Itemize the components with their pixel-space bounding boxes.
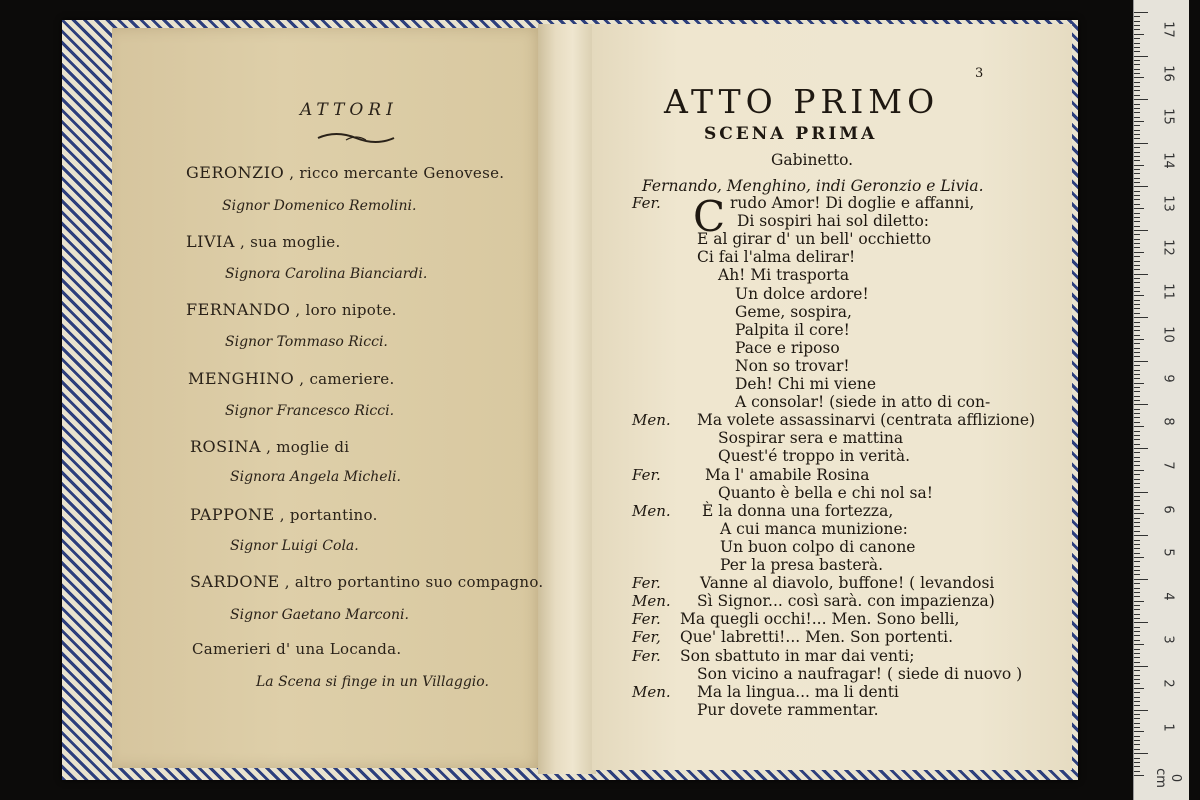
ruler-tick	[1134, 561, 1140, 562]
ruler-tick	[1134, 169, 1140, 170]
measuring-ruler	[1133, 0, 1189, 800]
ruler-tick	[1134, 622, 1148, 623]
ruler-tick	[1134, 470, 1144, 471]
ruler-tick	[1134, 526, 1140, 527]
ruler-tick	[1134, 322, 1140, 323]
verse-line: Son sbattuto in mar dai venti;	[680, 646, 915, 665]
ruler-tick	[1134, 147, 1140, 148]
book-gutter	[538, 24, 596, 774]
cast-role-4	[190, 437, 349, 456]
ruler-tick	[1134, 531, 1140, 532]
ruler-tick	[1134, 51, 1140, 52]
ruler-tick	[1134, 391, 1140, 392]
role-description: , sua moglie.	[234, 233, 341, 251]
ruler-tick	[1134, 675, 1140, 676]
ruler-tick	[1134, 605, 1140, 606]
ruler-tick	[1134, 117, 1140, 118]
verse-line: Per la presa basterà.	[720, 556, 884, 574]
ruler-tick	[1134, 535, 1148, 536]
ruler-tick	[1134, 199, 1140, 200]
ruler-tick	[1134, 653, 1140, 654]
ruler-tick	[1134, 317, 1148, 318]
verse-line: Ma la lingua... ma li denti	[697, 682, 899, 701]
ruler-tick	[1134, 191, 1140, 192]
ruler-tick	[1134, 618, 1140, 619]
ruler-tick	[1134, 574, 1140, 575]
ruler-tick	[1134, 82, 1140, 83]
ruler-tick	[1134, 86, 1140, 87]
ruler-number: 17	[1160, 21, 1176, 38]
ruler-tick	[1134, 178, 1140, 179]
ruler-number: 7	[1160, 461, 1176, 470]
cast-role-1	[186, 232, 341, 251]
ruler-tick	[1134, 609, 1140, 610]
ruler-tick	[1134, 731, 1144, 732]
role-name: MENGHINO	[188, 369, 295, 388]
verse-line: Non so trovar!	[735, 356, 850, 375]
ruler-tick	[1134, 335, 1140, 336]
ruler-tick	[1134, 396, 1140, 397]
verse-line: Sospirar sera e mattina	[718, 429, 904, 448]
cast-actor-3: Signor Francesco Ricci.	[225, 403, 395, 419]
verse-line: A consolar! (siede in atto di con-	[735, 393, 991, 412]
cast-actor-5: Signor Luigi Cola.	[230, 538, 359, 554]
ruler-number: 4	[1160, 592, 1176, 601]
verse-line: Un buon colpo di canone	[720, 537, 916, 556]
ruler-tick	[1134, 125, 1140, 126]
ruler-tick	[1134, 662, 1140, 663]
ruler-tick	[1134, 570, 1140, 571]
ruler-tick	[1134, 631, 1140, 632]
speaker-label: Men.	[632, 411, 671, 430]
role-description: , cameriere.	[294, 370, 395, 388]
ruler-tick	[1134, 261, 1140, 262]
verse-line: Sì Signor... così sarà. con impazienza)	[697, 592, 995, 611]
ruler-tick	[1134, 343, 1140, 344]
ruler-tick	[1134, 108, 1140, 109]
speaker-label: Fer.	[632, 574, 661, 593]
ruler-tick	[1134, 256, 1140, 257]
ruler-tick	[1134, 753, 1148, 754]
ruler-tick	[1134, 657, 1140, 658]
ruler-tick	[1134, 548, 1140, 549]
verse-line: Que' labretti!... Men. Son portenti.	[680, 628, 954, 647]
ruler-tick	[1134, 688, 1144, 689]
cast-actor-6: Signor Gaetano Marconi.	[230, 607, 409, 623]
role-name: GERONZIO	[186, 163, 285, 182]
ruler-tick	[1134, 431, 1140, 432]
ruler-tick	[1134, 56, 1148, 57]
ruler-tick	[1134, 387, 1140, 388]
ruler-number: 9	[1160, 374, 1176, 383]
ruler-tick	[1134, 73, 1140, 74]
ruler-tick	[1134, 496, 1140, 497]
ruler-number: 0 cm	[1153, 768, 1183, 789]
ruler-number: 8	[1160, 417, 1176, 427]
role-description: , moglie di	[261, 438, 350, 456]
ruler-tick	[1134, 697, 1140, 698]
ruler-tick	[1134, 448, 1148, 449]
ruler-tick	[1134, 749, 1140, 750]
ruler-tick	[1134, 339, 1144, 340]
cast-role-2	[186, 300, 397, 319]
ruler-tick	[1134, 383, 1144, 384]
ruler-tick	[1134, 69, 1140, 70]
ruler-tick	[1134, 29, 1140, 30]
ruler-tick	[1134, 644, 1144, 645]
ruler-tick	[1134, 195, 1140, 196]
verse-line: Ah! Mi trasporta	[718, 266, 850, 285]
ruler-number: 10	[1160, 326, 1176, 343]
ruler-tick	[1134, 635, 1140, 636]
ruler-tick	[1134, 234, 1140, 235]
ruler-tick	[1134, 138, 1140, 139]
role-name: SARDONE	[190, 572, 280, 591]
ruler-tick	[1134, 435, 1140, 436]
ruler-tick	[1134, 352, 1140, 353]
verse-line: Ci fai l'alma delirar!	[697, 248, 856, 267]
ruler-tick	[1134, 370, 1140, 371]
ruler-tick	[1134, 12, 1148, 13]
ruler-tick	[1134, 557, 1144, 558]
ruler-tick	[1134, 400, 1140, 401]
ruler-tick	[1134, 77, 1144, 78]
cast-actor-4: Signora Angela Micheli.	[230, 469, 401, 485]
ruler-tick	[1134, 465, 1140, 466]
ruler-tick	[1134, 104, 1140, 105]
verse-line: Quanto è bella e chi nol sa!	[718, 483, 933, 502]
ruler-tick	[1134, 723, 1140, 724]
ruler-tick	[1134, 714, 1140, 715]
ruler-tick	[1134, 540, 1140, 541]
ruler-tick	[1134, 705, 1140, 706]
verse-line: Deh! Chi mi viene	[735, 375, 877, 393]
ruler-tick	[1134, 500, 1140, 501]
flourish-ornament	[316, 128, 396, 148]
verse-line: Pur dovete rammentar.	[697, 700, 879, 719]
ruler-tick	[1134, 522, 1140, 523]
verse-line: È la donna una fortezza,	[702, 501, 894, 520]
ruler-tick	[1134, 596, 1140, 597]
speaker-label: Fer,	[632, 628, 661, 647]
ruler-tick	[1134, 16, 1140, 17]
ruler-tick	[1134, 509, 1140, 510]
ruler-tick	[1134, 130, 1140, 131]
ruler-tick	[1134, 409, 1140, 410]
speaker-label: Men.	[632, 682, 671, 701]
cast-role-6	[190, 572, 544, 591]
role-name: FERNANDO	[186, 300, 291, 319]
ruler-tick	[1134, 60, 1140, 61]
ruler-tick	[1134, 758, 1140, 759]
ruler-tick	[1134, 492, 1148, 493]
ruler-tick	[1134, 692, 1140, 693]
ruler-tick	[1134, 422, 1140, 423]
ruler-tick	[1134, 304, 1140, 305]
verse-line: Pace e riposo	[735, 338, 840, 357]
ruler-tick	[1134, 99, 1148, 100]
verse-line: E al girar d' un bell' occhietto	[697, 230, 932, 249]
ruler-number: 3	[1160, 635, 1176, 645]
ruler-number: 12	[1160, 239, 1176, 256]
ruler-tick	[1134, 300, 1140, 301]
ruler-tick	[1134, 326, 1140, 327]
ruler-tick	[1134, 64, 1140, 65]
ruler-tick	[1134, 221, 1140, 222]
ruler-tick	[1134, 583, 1140, 584]
ruler-tick	[1134, 566, 1140, 567]
ruler-tick	[1134, 21, 1140, 22]
ruler-tick	[1134, 601, 1144, 602]
ruler-tick	[1134, 295, 1144, 296]
ruler-tick	[1134, 452, 1140, 453]
ruler-tick	[1134, 592, 1140, 593]
ruler-number: 14	[1160, 152, 1176, 169]
ruler-number: 13	[1160, 195, 1176, 213]
ruler-tick	[1134, 291, 1140, 292]
ruler-tick	[1134, 378, 1140, 379]
ruler-tick	[1134, 239, 1140, 240]
verse-line: Ma quegli occhi!... Men. Sono belli,	[680, 610, 960, 629]
verse-line: Ma volete assassinarvi (centrata afflizione)	[697, 411, 1036, 430]
cast-actor-2: Signor Tommaso Ricci.	[225, 334, 388, 350]
role-description: , altro portantino suo compagno.	[279, 573, 544, 591]
ruler-tick	[1134, 701, 1140, 702]
cast-title: ATTORI	[300, 100, 398, 120]
ruler-tick	[1134, 544, 1140, 545]
verse-line: Di sospiri hai sol diletto:	[737, 212, 930, 231]
scene-note: La Scena si finge in un Villaggio.	[256, 674, 489, 690]
ruler-tick	[1134, 287, 1140, 288]
ruler-tick	[1134, 518, 1140, 519]
cast-extra: Camerieri d' una Locanda.	[192, 640, 402, 658]
ruler-tick	[1134, 34, 1144, 35]
ruler-tick	[1134, 474, 1140, 475]
ruler-tick	[1134, 670, 1140, 671]
role-name: PAPPONE	[190, 505, 275, 524]
cast-actor-1: Signora Carolina Bianciardi.	[225, 266, 428, 282]
ruler-tick	[1134, 278, 1140, 279]
ruler-tick	[1134, 38, 1140, 39]
ruler-tick	[1134, 90, 1140, 91]
ruler-tick	[1134, 330, 1140, 331]
ruler-tick	[1134, 308, 1140, 309]
ruler-tick	[1134, 649, 1140, 650]
ruler-tick	[1134, 112, 1140, 113]
ruler-tick	[1134, 165, 1144, 166]
ruler-number: 1	[1160, 722, 1176, 732]
act-title: ATTO PRIMO	[664, 82, 940, 121]
ruler-tick	[1134, 243, 1140, 244]
ruler-tick	[1134, 121, 1144, 122]
verse-line: A cui manca munizione:	[720, 519, 908, 538]
ruler-tick	[1134, 483, 1140, 484]
verse-line: Un dolce ardore!	[735, 284, 869, 303]
ruler-number: 16	[1160, 64, 1176, 82]
ruler-tick	[1134, 204, 1140, 205]
ruler-tick	[1134, 274, 1148, 275]
verse-line: rudo Amor! Di doglie e affanni,	[730, 194, 975, 212]
ruler-tick	[1134, 775, 1144, 776]
ruler-tick	[1134, 426, 1144, 427]
ruler-tick	[1134, 365, 1140, 366]
ruler-tick	[1134, 43, 1140, 44]
ruler-tick	[1134, 679, 1140, 680]
scene-characters: Fernando, Menghino, indi Geronzio e Livia.	[642, 177, 984, 195]
verse-line: Geme, sospira,	[735, 302, 852, 321]
page-number: 3	[975, 66, 984, 81]
ruler-tick	[1134, 771, 1140, 772]
ruler-tick	[1134, 247, 1140, 248]
ruler-tick	[1134, 252, 1144, 253]
ruler-tick	[1134, 265, 1140, 266]
ruler-tick	[1134, 208, 1144, 209]
ruler-tick	[1134, 313, 1140, 314]
ruler-tick	[1134, 182, 1140, 183]
ruler-tick	[1134, 640, 1140, 641]
ruler-tick	[1134, 553, 1140, 554]
ruler-tick	[1134, 736, 1140, 737]
verse-line: Ma l' amabile Rosina	[705, 465, 870, 484]
ruler-tick	[1134, 666, 1148, 667]
ruler-tick	[1134, 588, 1140, 589]
ruler-tick	[1134, 282, 1140, 283]
ruler-tick	[1134, 461, 1140, 462]
speaker-label: Men.	[632, 501, 671, 520]
speaker-label: Fer.	[632, 465, 661, 484]
scene-setting: Gabinetto.	[771, 151, 854, 169]
role-description: , loro nipote.	[290, 301, 397, 319]
ruler-tick	[1134, 25, 1140, 26]
ruler-tick	[1134, 160, 1140, 161]
ruler-tick	[1134, 404, 1148, 405]
ruler-tick	[1134, 186, 1148, 187]
ruler-tick	[1134, 374, 1140, 375]
ruler-tick	[1134, 683, 1140, 684]
ruler-tick	[1134, 579, 1148, 580]
ruler-tick	[1134, 269, 1140, 270]
verse-line: Quest'é troppo in verità.	[718, 447, 911, 466]
ruler-tick	[1134, 762, 1140, 763]
ruler-tick	[1134, 348, 1140, 349]
ruler-tick	[1134, 513, 1144, 514]
ruler-tick	[1134, 217, 1140, 218]
ruler-tick	[1134, 134, 1140, 135]
ruler-number: 11	[1160, 282, 1176, 300]
ruler-tick	[1134, 744, 1140, 745]
ruler-tick	[1134, 614, 1140, 615]
ruler-tick	[1134, 226, 1140, 227]
ruler-tick	[1134, 439, 1140, 440]
ruler-number: 6	[1160, 504, 1176, 514]
ruler-tick	[1134, 47, 1140, 48]
role-description: , portantino.	[274, 506, 378, 524]
ruler-number: 15	[1160, 108, 1176, 125]
ruler-tick	[1134, 213, 1140, 214]
ruler-tick	[1134, 457, 1140, 458]
ruler-tick	[1134, 156, 1140, 157]
ruler-tick	[1134, 143, 1148, 144]
ruler-tick	[1134, 95, 1140, 96]
ruler-tick	[1134, 740, 1140, 741]
ruler-number: 5	[1160, 548, 1176, 557]
ruler-tick	[1134, 356, 1140, 357]
cast-role-3	[188, 369, 395, 388]
speaker-label: Fer.	[632, 194, 661, 212]
scene-title: SCENA PRIMA	[704, 124, 878, 144]
ruler-tick	[1134, 487, 1140, 488]
ruler-tick	[1134, 627, 1140, 628]
ruler-tick	[1134, 173, 1140, 174]
verse-line: Palpita il core!	[735, 320, 850, 339]
ruler-tick	[1134, 444, 1140, 445]
ruler-tick	[1134, 505, 1140, 506]
ruler-tick	[1134, 230, 1148, 231]
cast-role-0	[186, 163, 504, 182]
drop-cap: C	[693, 192, 726, 241]
ruler-tick	[1134, 361, 1148, 362]
ruler-tick	[1134, 417, 1140, 418]
role-name: LIVIA	[186, 232, 235, 251]
speaker-label: Men.	[632, 592, 671, 611]
ruler-tick	[1134, 727, 1140, 728]
ruler-tick	[1134, 766, 1140, 767]
ruler-tick	[1134, 710, 1148, 711]
ruler-number: 2	[1160, 679, 1176, 688]
speaker-label: Fer.	[632, 610, 661, 629]
ruler-tick	[1134, 152, 1140, 153]
cast-actor-0: Signor Domenico Remolini.	[222, 198, 417, 214]
role-name: ROSINA	[190, 437, 261, 456]
ruler-tick	[1134, 718, 1140, 719]
cast-role-5	[190, 505, 378, 524]
ruler-tick	[1134, 479, 1140, 480]
verse-line: Son vicino a naufragar! ( siede di nuovo )	[697, 664, 1023, 683]
ruler-tick	[1134, 413, 1140, 414]
speaker-label: Fer.	[632, 646, 661, 665]
verse-line: Vanne al diavolo, buffone! ( levandosi	[700, 574, 995, 593]
role-description: , ricco mercante Genovese.	[284, 164, 505, 182]
